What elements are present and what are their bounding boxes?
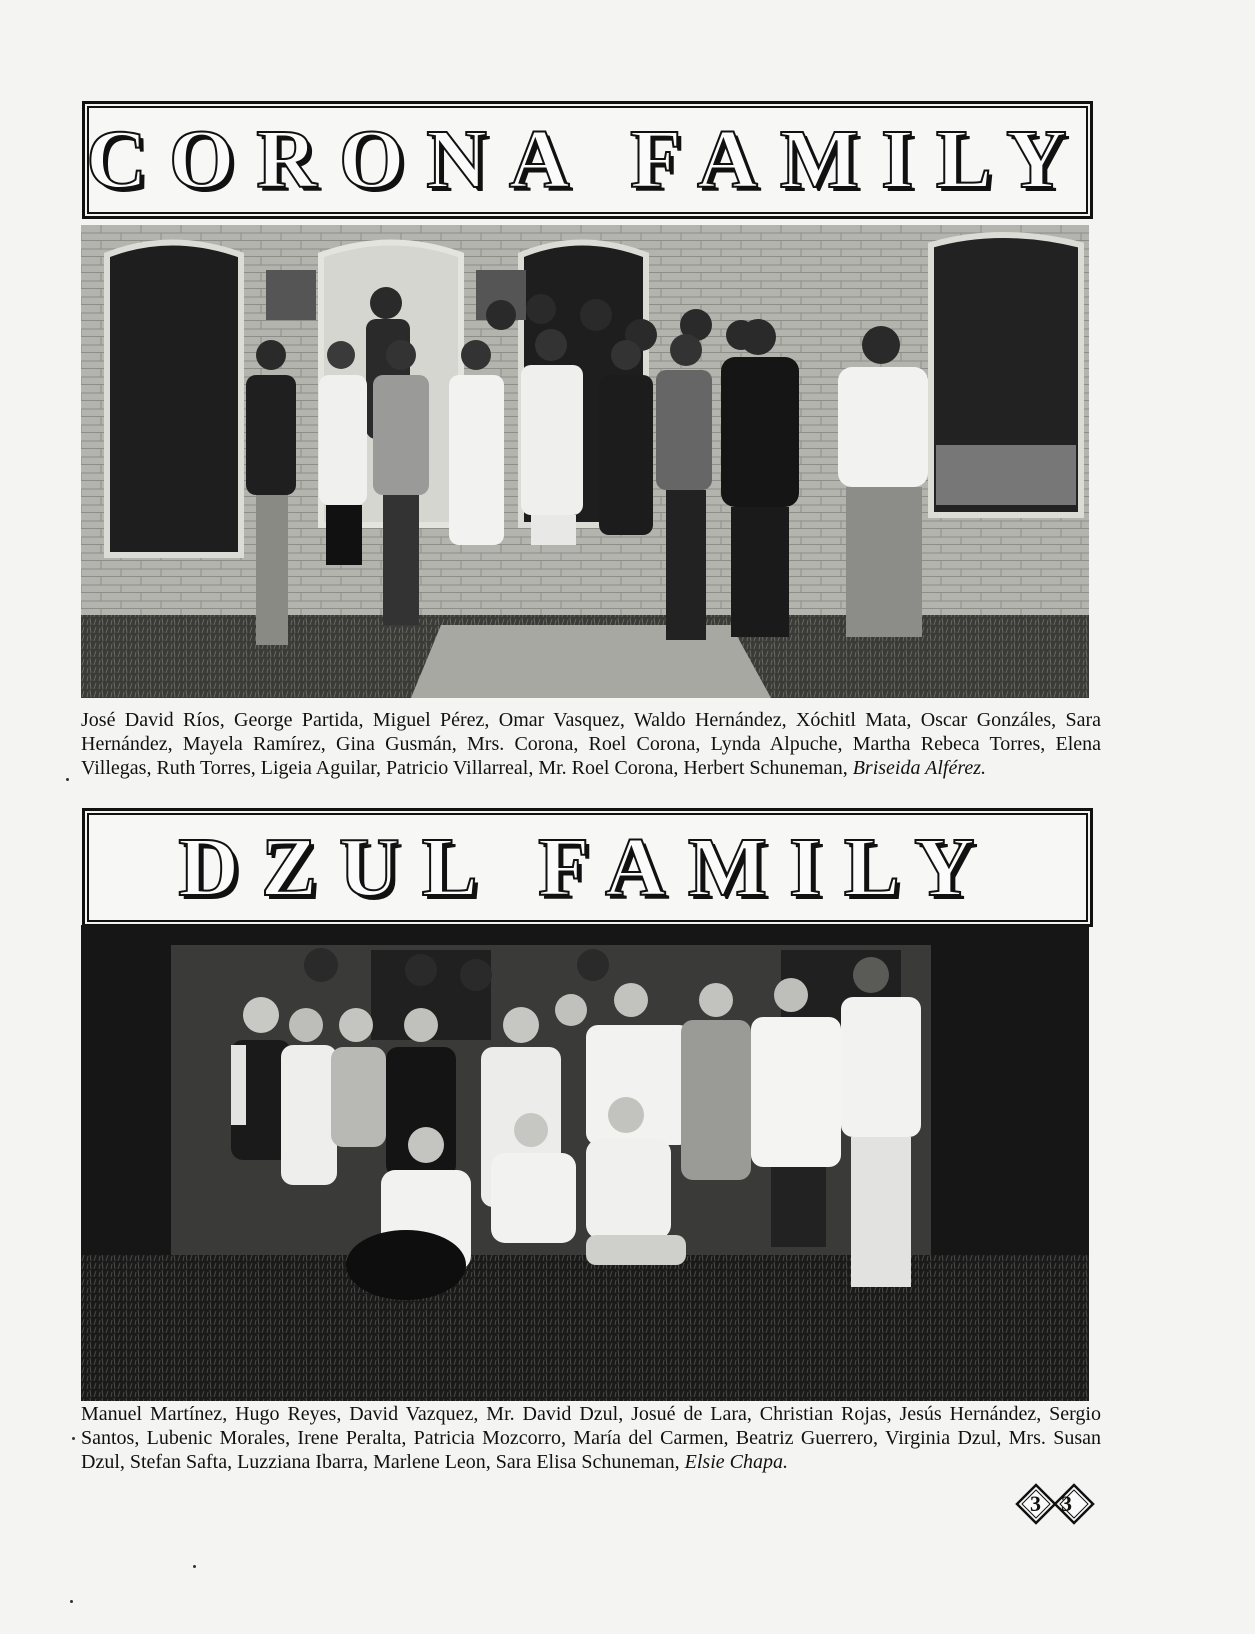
page-number-text: 33	[1030, 1491, 1092, 1516]
dzul-family-names: Manuel Martínez, Hugo Reyes, David Vazquez, Mr. David Dzul, Josué de Lara, Christian Rojas, Jesús Hernández, Sergio Santos, Lubenic Morales, Irene Peralta, Patricia Mozcorro, María del Carmen, Beatriz Guerrero, Virginia Dzul, Mrs. Susan Dzul, Stefan Safta, Luzziana Ibarra, Marlene Leon, Sara Elisa Schuneman,	[81, 1403, 1101, 1473]
dzul-family-caption	[81, 1402, 1101, 1474]
dzul-family-photographer: Elsie Chapa.	[684, 1451, 788, 1473]
dzul-family-title: DZUL FAMILY	[178, 820, 997, 914]
corona-family-photographer: Briseida Alférez.	[852, 757, 987, 779]
scan-speck	[193, 1565, 196, 1568]
scan-speck	[66, 778, 69, 781]
corona-family-title-box	[82, 101, 1093, 219]
corona-family-photo	[81, 225, 1089, 698]
corona-family-names: José David Ríos, George Partida, Miguel Pérez, Omar Vasquez, Waldo Hernández, Xóchitl Mata, Oscar Gonzáles, Sara Hernández, Mayela Ramírez, Gina Gusmán, Mrs. Corona, Roel Corona, Lynda Alpuche, Martha Rebeca Torres, Elena Villegas, Ruth Torres, Ligeia Aguilar, Patricio Villarreal, Mr. Roel Corona, Herbert Schuneman,	[81, 709, 1101, 779]
dzul-group-photo-illustration	[81, 925, 1089, 1401]
dzul-family-title-box	[82, 808, 1093, 927]
corona-family-caption	[81, 708, 1101, 780]
scan-speck	[72, 1437, 75, 1440]
corona-family-title: CORONA FAMILY	[86, 113, 1089, 206]
dzul-family-photo	[81, 925, 1089, 1401]
page-number-badge	[1015, 1483, 1095, 1525]
scan-speck	[70, 1600, 73, 1603]
corona-group-photo-illustration	[81, 225, 1089, 698]
